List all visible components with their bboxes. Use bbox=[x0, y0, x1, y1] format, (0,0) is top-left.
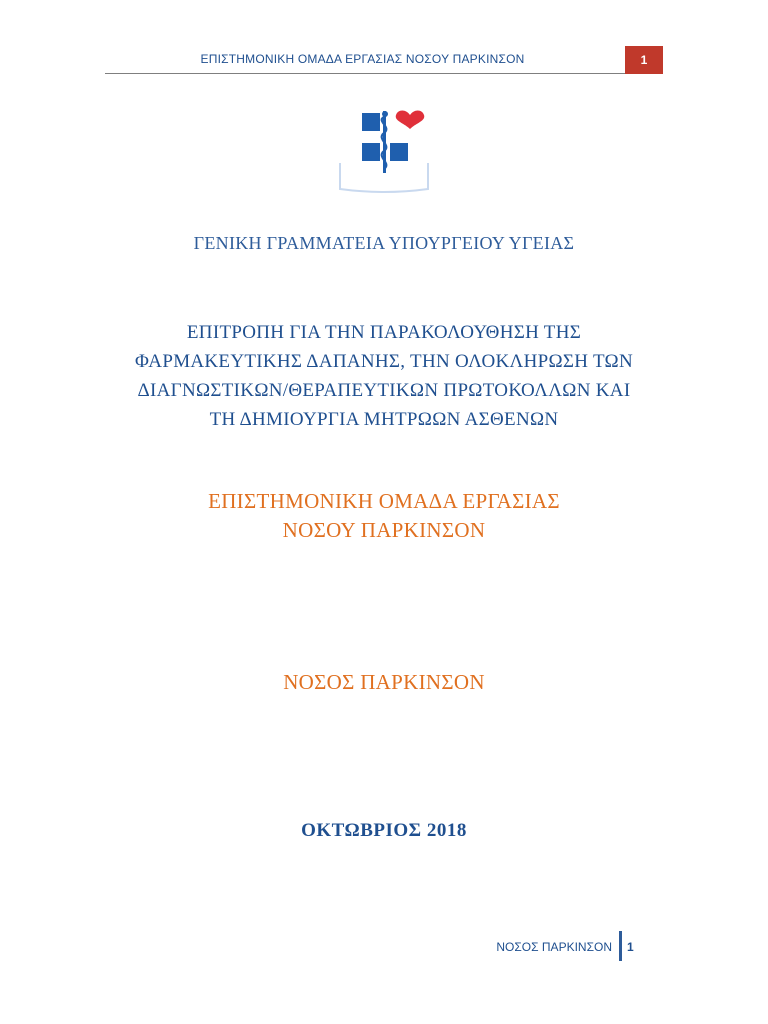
header-title: ΕΠΙΣΤΗΜΟΝΙΚΗ ΟΜΑΔΑ ΕΡΓΑΣΙΑΣ ΝΟΣΟΥ ΠΑΡΚΙΝΣΟΝ bbox=[200, 52, 525, 66]
committee-line: ΕΠΙΤΡΟΠΗ ΓΙΑ ΤΗΝ ΠΑΡΑΚΟΛΟΥΘΗΣΗ ΤΗΣ bbox=[186, 322, 582, 343]
header-page-number: 1 bbox=[625, 46, 663, 74]
committee-line: ΤΗ ΔΗΜΙΟΥΡΓΙΑ ΜΗΤΡΩΩΝ ΑΣΘΕΝΩΝ bbox=[209, 409, 559, 430]
group-line: ΕΠΙΣΤΗΜΟΝΙΚΗ ΟΜΑΔΑ ΕΡΓΑΣΙΑΣ bbox=[208, 489, 560, 513]
footer-divider bbox=[619, 931, 622, 961]
logo-graphic bbox=[338, 103, 430, 195]
header-divider bbox=[105, 73, 625, 74]
document-title: ΝΟΣΟΣ ΠΑΡΚΙΝΣΟΝ bbox=[283, 670, 485, 694]
committee-line: ΔΙΑΓΝΩΣΤΙΚΩΝ/ΘΕΡΑΠΕΥΤΙΚΩΝ ΠΡΩΤΟΚΟΛΛΩΝ ΚΑΙ bbox=[137, 380, 631, 401]
group-line: ΝΟΣΟΥ ΠΑΡΚΙΝΣΟΝ bbox=[282, 518, 486, 542]
document-date: ΟΚΤΩΒΡΙΟΣ 2018 bbox=[301, 820, 467, 841]
footer-page-number: 1 bbox=[627, 940, 634, 954]
committee-line: ΦΑΡΜΑΚΕΥΤΙΚΗΣ ΔΑΠΑΝΗΣ, ΤΗΝ ΟΛΟΚΛΗΡΩΣΗ ΤΩΝ bbox=[135, 351, 633, 372]
ministry-heading: ΓΕΝΙΚΗ ΓΡΑΜΜΑΤΕΙΑ ΥΠΟΥΡΓΕΙΟΥ ΥΓΕΙΑΣ bbox=[193, 233, 575, 253]
committee-heading bbox=[0, 318, 768, 434]
working-group-heading bbox=[0, 487, 768, 545]
ministry-of-health-logo-icon bbox=[338, 103, 430, 195]
footer-title: ΝΟΣΟΣ ΠΑΡΚΙΝΣΟΝ bbox=[496, 940, 612, 954]
